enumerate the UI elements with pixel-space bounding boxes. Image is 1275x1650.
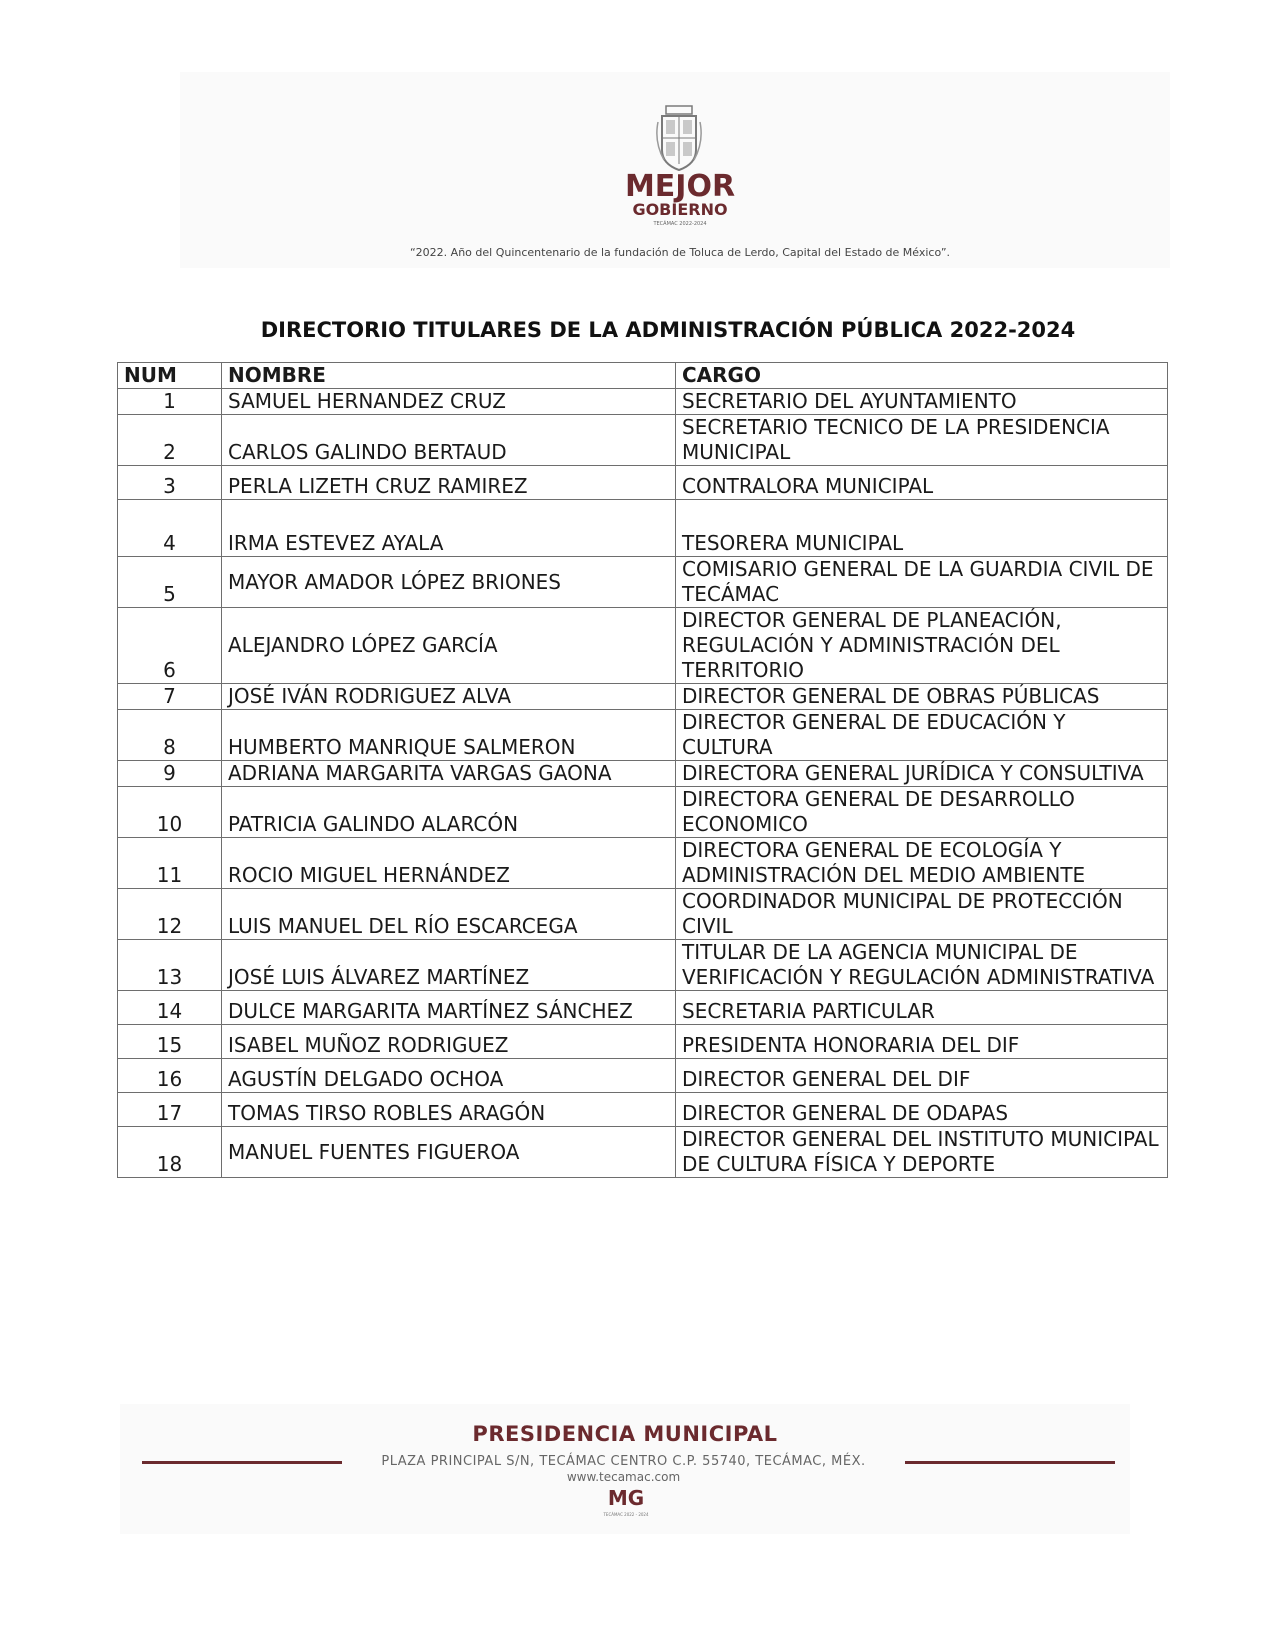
column-header-cargo: CARGO — [676, 363, 1168, 389]
table-row — [118, 608, 1168, 684]
row-num: 1 — [118, 389, 222, 415]
footer-rule-right — [905, 1461, 1115, 1464]
row-cargo: DIRECTOR GENERAL DE PLANEACIÓN, REGULACIÓN Y ADMINISTRACIÓN DEL TERRITORIO — [676, 608, 1168, 684]
row-num: 9 — [118, 761, 222, 787]
row-nombre: SAMUEL HERNANDEZ CRUZ — [222, 389, 676, 415]
row-cargo: DIRECTOR GENERAL DEL DIF — [676, 1059, 1168, 1093]
table-row — [118, 1127, 1168, 1178]
row-num: 12 — [118, 889, 222, 940]
row-nombre: DULCE MARGARITA MARTÍNEZ SÁNCHEZ — [222, 991, 676, 1025]
footer-logo-tagline: TECÁMAC 2022 - 2024 — [603, 1512, 649, 1517]
table-row — [118, 838, 1168, 889]
footer-address: PLAZA PRINCIPAL S/N, TECÁMAC CENTRO C.P. 55740, TECÁMAC, MÉX. — [381, 1454, 866, 1469]
directory-table — [117, 362, 1168, 1178]
row-cargo: COORDINADOR MUNICIPAL DE PROTECCIÓN CIVIL — [676, 889, 1168, 940]
column-header-num: NUM — [118, 363, 222, 389]
row-nombre: PATRICIA GALINDO ALARCÓN — [222, 787, 676, 838]
footer-rule-left — [142, 1461, 342, 1464]
table-row — [118, 1025, 1168, 1059]
row-cargo: DIRECTOR GENERAL DEL INSTITUTO MUNICIPAL DE CULTURA FÍSICA Y DEPORTE — [676, 1127, 1168, 1178]
header-motto: “2022. Año del Quincentenario de la fundación de Toluca de Lerdo, Capital del Estado de México”. — [409, 246, 951, 259]
row-nombre: MANUEL FUENTES FIGUEROA — [222, 1127, 676, 1178]
row-nombre: IRMA ESTEVEZ AYALA — [222, 500, 676, 557]
logo-word-gobierno: GOBIERNO — [632, 200, 728, 219]
row-nombre: ISABEL MUÑOZ RODRIGUEZ — [222, 1025, 676, 1059]
row-nombre: ALEJANDRO LÓPEZ GARCÍA — [222, 608, 676, 684]
row-cargo: CONTRALORA MUNICIPAL — [676, 466, 1168, 500]
table-header-row — [118, 363, 1168, 389]
row-num: 7 — [118, 684, 222, 710]
row-num: 18 — [118, 1127, 222, 1178]
row-cargo: DIRECTORA GENERAL DE DESARROLLO ECONOMICO — [676, 787, 1168, 838]
row-cargo: DIRECTOR GENERAL DE OBRAS PÚBLICAS — [676, 684, 1168, 710]
row-num: 10 — [118, 787, 222, 838]
row-nombre: PERLA LIZETH CRUZ RAMIREZ — [222, 466, 676, 500]
table-row — [118, 761, 1168, 787]
table-row — [118, 415, 1168, 466]
row-cargo: DIRECTORA GENERAL DE ECOLOGÍA Y ADMINISTRACIÓN DEL MEDIO AMBIENTE — [676, 838, 1168, 889]
row-num: 11 — [118, 838, 222, 889]
row-nombre: TOMAS TIRSO ROBLES ARAGÓN — [222, 1093, 676, 1127]
row-cargo: SECRETARIO DEL AYUNTAMIENTO — [676, 389, 1168, 415]
row-cargo: DIRECTOR GENERAL DE EDUCACIÓN Y CULTURA — [676, 710, 1168, 761]
row-cargo: SECRETARIA PARTICULAR — [676, 991, 1168, 1025]
footer-logo: MG — [607, 1486, 645, 1510]
table-row — [118, 940, 1168, 991]
row-num: 8 — [118, 710, 222, 761]
row-num: 3 — [118, 466, 222, 500]
table-row — [118, 389, 1168, 415]
row-cargo: PRESIDENTA HONORARIA DEL DIF — [676, 1025, 1168, 1059]
row-cargo: DIRECTORA GENERAL JURÍDICA Y CONSULTIVA — [676, 761, 1168, 787]
row-num: 5 — [118, 557, 222, 608]
row-num: 14 — [118, 991, 222, 1025]
table-row — [118, 684, 1168, 710]
row-num: 16 — [118, 1059, 222, 1093]
logo-word-mejor: MEJOR — [624, 169, 736, 204]
row-nombre: ADRIANA MARGARITA VARGAS GAONA — [222, 761, 676, 787]
row-num: 6 — [118, 608, 222, 684]
column-header-nombre: NOMBRE — [222, 363, 676, 389]
table-row — [118, 557, 1168, 608]
document-title: DIRECTORIO TITULARES DE LA ADMINISTRACIÓN PÚBLICA 2022-2024 — [260, 318, 1076, 342]
row-num: 2 — [118, 415, 222, 466]
row-nombre: JOSÉ LUIS ÁLVAREZ MARTÍNEZ — [222, 940, 676, 991]
row-nombre: JOSÉ IVÁN RODRIGUEZ ALVA — [222, 684, 676, 710]
table-row — [118, 710, 1168, 761]
row-nombre: ROCIO MIGUEL HERNÁNDEZ — [222, 838, 676, 889]
table-row — [118, 466, 1168, 500]
row-nombre: LUIS MANUEL DEL RÍO ESCARCEGA — [222, 889, 676, 940]
row-num: 15 — [118, 1025, 222, 1059]
table-row — [118, 500, 1168, 557]
row-cargo: TITULAR DE LA AGENCIA MUNICIPAL DE VERIFICACIÓN Y REGULACIÓN ADMINISTRATIVA — [676, 940, 1168, 991]
row-nombre: CARLOS GALINDO BERTAUD — [222, 415, 676, 466]
row-num: 4 — [118, 500, 222, 557]
row-num: 13 — [118, 940, 222, 991]
row-cargo: DIRECTOR GENERAL DE ODAPAS — [676, 1093, 1168, 1127]
row-nombre: MAYOR AMADOR LÓPEZ BRIONES — [222, 557, 676, 608]
row-cargo: COMISARIO GENERAL DE LA GUARDIA CIVIL DE TECÁMAC — [676, 557, 1168, 608]
footer-title: PRESIDENCIA MUNICIPAL — [472, 1422, 778, 1446]
table-row — [118, 1059, 1168, 1093]
row-cargo: TESORERA MUNICIPAL — [676, 500, 1168, 557]
row-num: 17 — [118, 1093, 222, 1127]
table-row — [118, 787, 1168, 838]
table-row — [118, 991, 1168, 1025]
row-cargo: SECRETARIO TECNICO DE LA PRESIDENCIA MUNICIPAL — [676, 415, 1168, 466]
logo-tagline: TECÁMAC 2022-2024 — [653, 221, 707, 227]
municipal-crest-icon — [652, 102, 706, 174]
row-nombre: HUMBERTO MANRIQUE SALMERON — [222, 710, 676, 761]
footer-url: www.tecamac.com — [566, 1470, 681, 1484]
row-nombre: AGUSTÍN DELGADO OCHOA — [222, 1059, 676, 1093]
table-row — [118, 1093, 1168, 1127]
table-row — [118, 889, 1168, 940]
